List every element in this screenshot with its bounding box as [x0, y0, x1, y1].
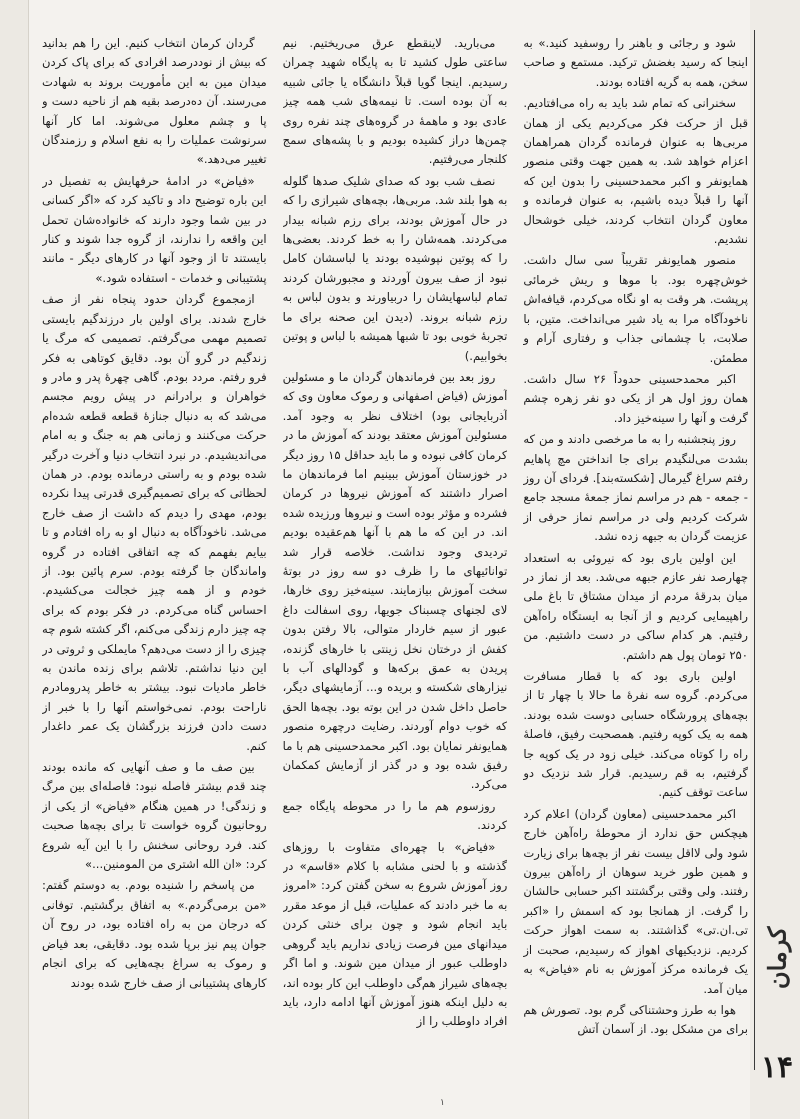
- article-paragraph: روز پنجشنبه را به ما مرخصی دادند و من که بشدت می‌لنگیدم برای جا انداختن مچ پاهایم رفتم سراغ گیرمال [شکسته‌بند]. فردای آن روز - جمعه - هم در مراسم نماز جمعهٔ مسجد جامع شرکت کردیم ولی در مراسم نماز حرفی از عزیمت گردان به جبهه زده نشد.: [523, 432, 748, 544]
- article-paragraph: روز بعد بین فرماندهان گردان ما و مسئولین آموزش (فیاض اصفهانی و رموک معاون وی که آذربایجانی بود) اختلاف نظر به وجود آمد. مسئولین آموزش معتقد بودند که آموزش ما در کرمان کافی نبوده و ما باید حداقل ۱۵ روز دیگر در خوزستان آموزش ببینیم اما فرماندهان ما اصرار داشتند که آموزش نیروها در کرمان فشرده و مؤثر بوده است و نیروها ورزیده شده اند. در این که ما هم با آنها هم‌عقیده بودیم تردیدی وجود نداشت. خلاصه قرار شد توانائیهای ما را ظرف دو سه روز در بوتهٔ سخت آموزش بیازمایند. سینه‌خیز روی خارها، لای لجنهای چسبناک جویها، روی اسفالت داغ عبور از سیم خاردار متوالی، بالا رفتن بدون کفش از درختان نخل زینتی با خارهای گزنده، پریدن به عمق برکه‌ها و گودالهای آب با نیزارهای شکسته و بریده و... آزمایشهای دیگر، حاصل داخل شدن در این بوته بود. بچه‌ها الحق که خوب دوام آوردند. رضایت درچهره منصور همایونفر نمایان بود. اکبر محمدحسینی هم با ما رفیق شده بود و در گذر از آزمایش کمکمان می‌کرد.: [282, 369, 508, 792]
- text-column-1: [523, 34, 748, 1074]
- article-paragraph: هوا به طرز وحشتناکی گرم بود. تصورش هم برای من مشکل بود. از آسمان آتش: [523, 1002, 748, 1037]
- article-paragraph: «فیاض» با چهره‌ای متفاوت با روزهای گذشته و با لحنی مشابه با کلام «قاسم» در روز آموزش شروع به سخن گفتن کرد: «امروز به ما خبر دادند که عملیات، قبل از موعد مقرر باید انجام شود و چون برای خنثی کردن میدانهای مین فرصت زیادی نداریم باید گروهی داوطلب عبور از میدان مین شوند. و اما اگر بچه‌های شیراز هم‌گی داوطلب این کار بوده اند، به دلیل اینکه هنوز آموزش آنها ادامه دارد، باید افراد داوطلب را از: [282, 839, 508, 1029]
- article-paragraph: ازمجموع گردان حدود پنجاه نفر از صف خارج شدند. برای اولین بار درزندگیم بایستی تصمیم مهمی می‌گرفتم. تصمیمی که مرگ یا زندگیم در گرو آن بود. دقایق کوتاهی به فکر فرو رفتم. مردد بودم. گاهی چهرهٔ پدر و مادر و خواهران و برادرانم در پیش رویم مجسم می‌شد که به دنبال جنازهٔ قطعه قطعه شده‌ام حرکت می‌کنند و زمانی هم به جنگ و به امام می‌اندیشیدم. در نبرد انتخاب دنیا و آخرت درگیر شده بودم و به راستی درمانده بودم. در همان لحظاتی که برای تصمیم‌گیری قدرتی پیدا نکرده بودم، مهدی را دیدم که داشت از صف خارج می‌شد. ناخودآگاه به دنبال او به راه افتادم و تا بیایم بفهمم که چه اتفاقی افتاده در گروه واماندگان جا گرفته بودم. سرم پائین بود. از خودم و از همه چیز خجالت می‌کشیدم. احساس گناه می‌کردم. در فکر بودم که برای چه چیز دارم زندگی می‌کنم، اگر کشته شوم چه چیزی را از دست می‌دهم؟ مایملکی و ثروتی در این دنیا نداشتم. تلاشم برای زنده ماندن به خاطر مادیات نبود. بیشتر به خاطر پدرومادرم ناراحت بودم. نمی‌خواستم آنها را با خبر از دست دادن فرزند بزرگشان یک عمر داغدار کنم.: [41, 292, 267, 753]
- page-number: ۱۴: [760, 1050, 794, 1085]
- magazine-logo: کرمان: [762, 926, 792, 990]
- article-columns: [42, 34, 748, 1074]
- article-paragraph: اکبر محمدحسینی حدوداً ۲۶ سال داشت. همان روز اول هر از یکی دو نفر زهره چشم گرفت و آنها را سینه‌خیز داد.: [523, 371, 748, 425]
- article-paragraph: گردان کرمان انتخاب کنیم. این را هم بدانید که بیش از نوددرصد افرادی که برای پاک کردن میدان مین به این مأموریت بروند به شهادت می‌رسند. آن ده‌درصد بقیه هم از ناحیه دست و پا و چشم معلول می‌شوند. اما کار آنها سرنوشت عملیات را به نفع اسلام و رزمندگان تغییر می‌دهد.»: [41, 36, 267, 167]
- article-paragraph: منصور همایونفر تقریباً سی سال داشت. خوش‌چهره بود. با موها و ریش خرمائی پرپشت. هر وقت به او نگاه می‌کردم، قیافه‌اش ناخودآگاه مرا به یاد شیر می‌انداخت. متین، با صلابت، با چشمانی جذاب و رفتاری آرام و مطمئن.: [523, 253, 748, 365]
- article-paragraph: سخنرانی که تمام شد باید به راه می‌افتادیم. قبل از حرکت فکر می‌کردیم یکی از همان مربی‌ها به عنوان فرمانده گردان همراهمان اعزام خواهد شد. به همین جهت وقتی منصور همایونفر و اکبر محمدحسینی را بدون این که آنها را قبلاً دیده باشیم، به عنوان فرمانده و معاون گردان انتخاب کردند، خیلی خوشحال نشدیم.: [523, 96, 748, 247]
- article-paragraph: این اولین باری بود که نیروئی به استعداد چهارصد نفر عازم جبهه می‌شد. بعد از نماز در میان بدرقهٔ مردم از میدان مشتاق تا باغ ملی راهپیمایی کردیم و از آنجا به ایستگاه راه‌آهن رفتیم. هر کدام ساکی در دست داشتیم. من ۲۵۰ تومان پول هم داشتم.: [523, 550, 748, 662]
- article-paragraph: اکبر محمدحسینی (معاون گردان) اعلام کرد هیچکس حق ندارد از محوطهٔ راه‌آهن خارج شود ولی لااقل بیست نفر از بچه‌ها برای زیارت و همین طور خرید سوهان از راه‌آهن بیرون رفتند. ولی وقتی برگشتند اکبر حسابی حالشان را گرفت. از همانجا بود که اسمش را «اکبر تی.ان.تی» گذاشتند. به سمت اهواز حرکت کردیم. نزدیکیهای اهواز که رسیدیم، صحبت از یک فرمانده مرکز آموزش به نام «فیاض» به میان آمد.: [523, 806, 748, 996]
- previous-page-edge: [0, 0, 29, 1119]
- article-paragraph: روزسوم هم ما را در محوطه پایگاه جمع کردند.: [282, 798, 508, 833]
- article-paragraph: «فیاض» در ادامهٔ حرفهایش به تفصیل در این باره توضیح داد و تاکید کرد که «اگر کسانی در بین شما وجود دارند که خانواده‌شان تحمل این واقعه را ندارند، از گروه جدا شوند و کنار بایستند تا از وجود آنها در کارهای دیگر - مانند پشتیبانی و خدمات - استفاده شود.»: [41, 173, 267, 285]
- article-paragraph: بین صف ما و صف آنهایی که مانده بودند چند قدم بیشتر فاصله نبود: فاصله‌ای بین مرگ و زندگی! در همین هنگام «فیاض» از یکی از روحانیون گروه خواست تا برای بچه‌ها صحبت کند. فرد روحانی سخنش را با این آیه شروع کرد: «ان الله اشتری من المومنین...»: [41, 760, 267, 872]
- footer-mark: ۱: [440, 1098, 445, 1108]
- column-divider-rule: [754, 30, 755, 1070]
- article-paragraph: می‌بارید. لاینقطع عرق می‌ریختیم. نیم ساعتی طول کشید تا به پایگاه شهید چمران رسیدیم. اینجا گویا قبلاً دانشگاه یا جائی شبیه به آن بوده است. تا نیمه‌های شب همه چیز عادی بود و ماهمهٔ در گروه‌های چند نفره روی چمن‌ها دراز کشیده بودیم و با پشه‌های سمج کلنجار می‌رفتیم.: [282, 36, 508, 167]
- article-paragraph: نصف شب بود که صدای شلیک صدها گلوله به هوا بلند شد. مربی‌ها، بچه‌های شیرازی را که در حال آموزش بودند، برای رزم شبانه بیدار می‌کردند. همه‌شان را به خط کردند. بعضی‌ها را که پوتین نپوشیده بودند یا لباسشان کامل نبود از صف بیرون آوردند و مجبورشان کردند تمام لباسهایشان را دربیاورند و بدون لباس به رزم شبانه بروند. (دیدن این صحنه برای ما تجربهٔ خوبی بود تا شبها همیشه با لباس و پوتین بخوابیم.): [282, 173, 508, 363]
- article-paragraph: من پاسخم را شنیده بودم. به دوستم گفتم: «من برمی‌گردم.» به اتفاق برگشتیم. توفانی که درجان من به راه افتاده بود، در روح آن جوان پیم نیز برپا شده بود. دقایقی، بعد فیاض و رموک به سراغ بچه‌هایی که برای انجام کارهای پشتیبانی از صف خارج شده بودند: [41, 878, 267, 990]
- text-column-2: [283, 34, 508, 1074]
- article-paragraph: شود و رجائی و باهنر را روسفید کنید.» به اینجا که رسید بغضش ترکید. مستمع و صاحب سخن، همه به گریه افتاده بودند.: [523, 36, 748, 89]
- text-column-3: [42, 34, 267, 1074]
- article-paragraph: اولین باری بود که با قطار مسافرت می‌کردم. گروه سه نفرهٔ ما حالا با چهار تا از بچه‌های پرورشگاه حسابی دوست شده بودند. همه به یک کوپه رفتیم. همصحبت رفیق، فاصلهٔ راه را کوتاه می‌کند. خیلی زود در یک کوپه جا گرفتیم، به قم رسیدیم. قرار شد نزدیک دو ساعت توقف کنیم.: [523, 669, 748, 800]
